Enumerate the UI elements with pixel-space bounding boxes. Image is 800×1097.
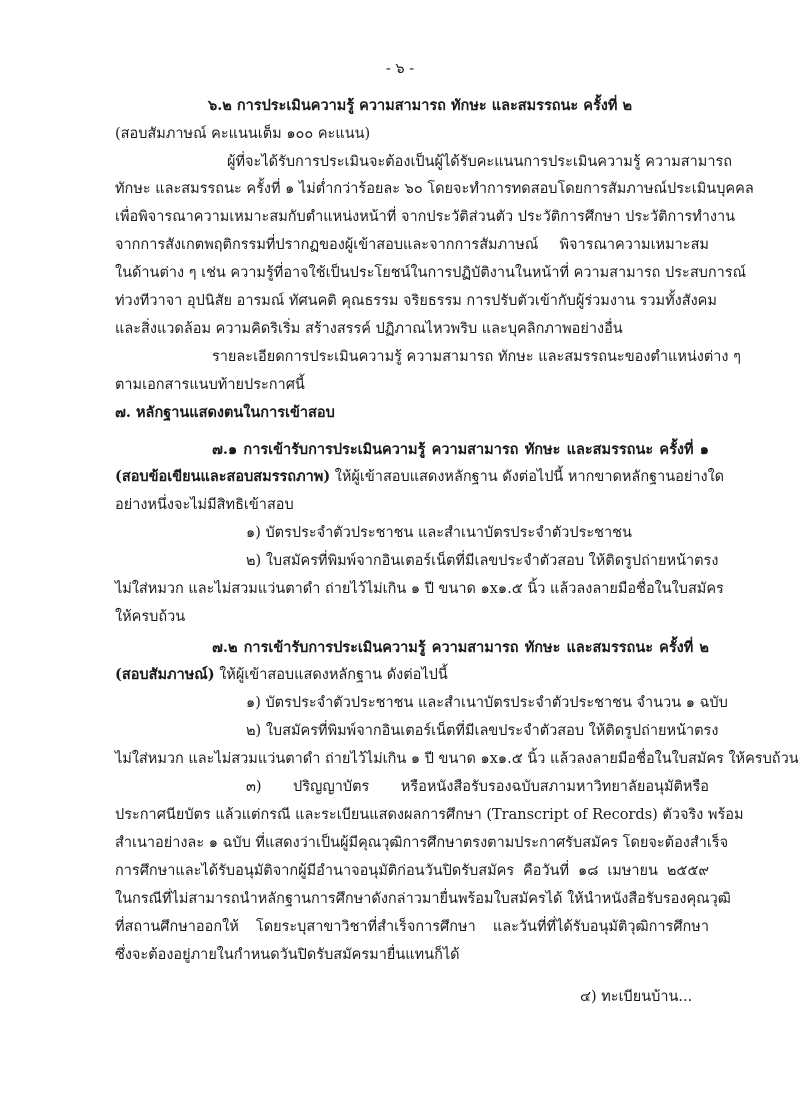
section-6-2-heading: ๖.๒ การประเมินความรู้ ความสามารถ ทักษะ และสมรรถนะ ครั้งที่ ๒ — [208, 97, 632, 114]
paragraph-line: ที่สถานศึกษาออกให้ โดยระบุสาขาวิชาที่สำเร็จการศึกษา และวันที่ที่ได้รับอนุมัติวุฒิการศึกษา — [115, 919, 709, 935]
list-item: ๒) ใบสมัครที่พิมพ์จากอินเตอร์เน็ตที่มีเลขประจำตัวสอบ ให้ติดรูปถ่ายหน้าตรง — [246, 553, 719, 569]
section-7-heading: ๗. หลักฐานแสดงตนในการเข้าสอบ — [115, 404, 335, 421]
paragraph-line: รายละเอียดการประเมินความรู้ ความสามารถ ทักษะ และสมรรถนะของตำแหน่งต่าง ๆ — [212, 349, 741, 365]
section-7-1-heading: ๗.๑ การเข้ารับการประเมินความรู้ ความสามารถ ทักษะ และสมรรถนะ ครั้งที่ ๑ — [212, 441, 709, 458]
continuation-note: ๔) ทะเบียนบ้าน... — [580, 989, 693, 1005]
paragraph-line: อย่างหนึ่งจะไม่มีสิทธิเข้าสอบ — [115, 497, 294, 513]
section-7-1-lead — [115, 466, 725, 488]
list-item: ๑) บัตรประจำตัวประชาชน และสำเนาบัตรประจำตัวประชาชน จำนวน ๑ ฉบับ — [246, 695, 728, 711]
paragraph-line: ไม่ใส่หมวก และไม่สวมแว่นตาดำ ถ่ายไว้ไม่เกิน ๑ ปี ขนาด ๑x๑.๕ นิ้ว แล้วลงลายมือชื่อในใบสมัคร ให้ครบถ้วน — [115, 751, 799, 767]
paragraph-line: และสิ่งแวดล้อม ความคิดริเริ่ม สร้างสรรค์ ปฏิภาณไหวพริบ และบุคลิกภาพอย่างอื่น — [115, 321, 623, 337]
paragraph-line: ซึ่งจะต้องอยู่ภายในกำหนดวันปิดรับสมัครมายื่นแทนก็ได้ — [115, 947, 460, 963]
section-7-2-heading: ๗.๒ การเข้ารับการประเมินความรู้ ความสามารถ ทักษะ และสมรรถนะ ครั้งที่ ๒ — [212, 639, 709, 656]
paragraph-line: ท่วงทีวาจา อุปนิสัย อารมณ์ ทัศนคติ คุณธรรม จริยธรรม การปรับตัวเข้ากับผู้ร่วมงาน รวมทั้งสังคม — [115, 293, 717, 309]
section-7-2-lead-bold: (สอบสัมภาษณ์) — [115, 666, 215, 683]
paragraph-line: ทักษะ และสมรรถนะ ครั้งที่ ๑ ไม่ต่ำกว่าร้อยละ ๖๐ โดยจะทำการทดสอบโดยการสัมภาษณ์ประเมินบุคคล — [115, 181, 754, 197]
paragraph-line: ตามเอกสารแนบท้ายประกาศนี้ — [115, 377, 305, 393]
paragraph-line: ในด้านต่าง ๆ เช่น ความรู้ที่อาจใช้เป็นประโยชน์ในการปฏิบัติงานในหน้าที่ ความสามารถ ประสบการณ์ — [115, 265, 747, 281]
paragraph-line: ผู้ที่จะได้รับการประเมินจะต้องเป็นผู้ได้รับคะแนนการประเมินความรู้ ความสามารถ — [227, 154, 733, 170]
paragraph-line: สำเนาอย่างละ ๑ ฉบับ ที่แสดงว่าเป็นผู้มีคุณวุฒิการศึกษาตรงตามประกาศรับสมัคร โดยจะต้องสำเร็จ — [115, 835, 729, 851]
list-item: ๑) บัตรประจำตัวประชาชน และสำเนาบัตรประจำตัวประชาชน — [246, 525, 632, 541]
page-number: - ๖ - — [385, 61, 415, 77]
section-7-1-lead-rest: ให้ผู้เข้าสอบแสดงหลักฐาน ดังต่อไปนี้ หากขาดหลักฐานอย่างใด — [330, 469, 725, 485]
list-item: ๒) ใบสมัครที่พิมพ์จากอินเตอร์เน็ตที่มีเลขประจำตัวสอบ ให้ติดรูปถ่ายหน้าตรง — [246, 723, 719, 739]
paragraph-line: เพื่อพิจารณาความเหมาะสมกับตำแหน่งหน้าที่ จากประวัติส่วนตัว ประวัติการศึกษา ประวัติการทำงาน — [115, 209, 736, 225]
paragraph-line: การศึกษาและได้รับอนุมัติจากผู้มีอำนาจอนุมัติก่อนวันปิดรับสมัคร คือวันที่ ๑๘ เมษายน ๒๕๕๙ — [115, 863, 709, 879]
section-7-2-lead-rest: ให้ผู้เข้าสอบแสดงหลักฐาน ดังต่อไปนี้ — [214, 667, 448, 683]
section-7-1-lead-bold: (สอบข้อเขียนและสอบสมรรถภาพ) — [115, 468, 331, 485]
list-item: ๓) ปริญญาบัตร หรือหนังสือรับรองฉบับสภามหาวิทยาลัยอนุมัติหรือ — [246, 779, 709, 795]
paragraph-line: ให้ครบถ้วน — [115, 609, 186, 625]
paragraph-line: ไม่ใส่หมวก และไม่สวมแว่นตาดำ ถ่ายไว้ไม่เกิน ๑ ปี ขนาด ๑x๑.๕ นิ้ว แล้วลงลายมือชื่อในใบสมัคร — [115, 581, 724, 597]
paragraph-line: ประกาศนียบัตร แล้วแต่กรณี และระเบียนแสดงผลการศึกษา (Transcript of Records) ตัวจริง พร้อม — [115, 807, 744, 823]
section-7-2-lead — [115, 664, 709, 686]
section-6-2-note: (สอบสัมภาษณ์ คะแนนเต็ม ๑๐๐ คะแนน) — [115, 126, 371, 142]
paragraph-line: จากการสังเกตพฤติกรรมที่ปรากฏของผู้เข้าสอบและจากการสัมภาษณ์ พิจารณาความเหมาะสม — [115, 237, 709, 253]
paragraph-line: ในกรณีที่ไม่สามารถนำหลักฐานการศึกษาดังกล่าวมายื่นพร้อมใบสมัครได้ ให้นำหนังสือรับรองคุณวุฒิ — [115, 891, 731, 907]
